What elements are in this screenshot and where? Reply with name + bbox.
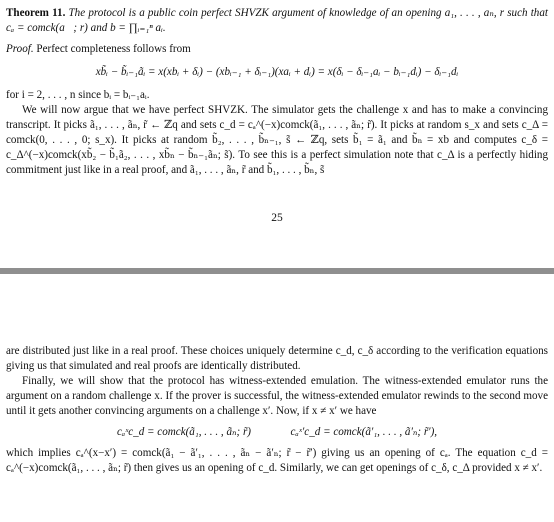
after-equation-text: for i = 2, . . . , n since bᵢ = bᵢ₋₁aᵢ.: [6, 89, 150, 101]
page-number: 25: [271, 212, 283, 224]
top-page-content: [6, 6, 548, 178]
theorem-label: Theorem 11.: [6, 7, 66, 19]
proof-intro: [6, 42, 548, 57]
theorem-text: The protocol is a public coin perfect SHVZK argument of knowledge of an opening a₁, . . . , aₙ, r such that cₐ = comck(a⃗; r) and b = ∏ᵢ₌₁ⁿ aᵢ.: [6, 7, 548, 34]
emulation-paragraph: Finally, we will show that the protocol has witness-extended emulation. The witness-extended emulator runs the argument on a random challenge x. If the prover is successful, the witness-extended emulator rewinds to the second move until it gets another convincing arguments on a challenge x′. Now, if x ≠ x′ we have: [6, 375, 548, 417]
completeness-equation: xb̃ᵢ − b̃ᵢ₋₁ãᵢ = x(xbᵢ + δᵢ) − (xbᵢ₋₁ + δᵢ₋₁)(xaᵢ + dᵢ) = x(δᵢ − δᵢ₋₁aᵢ − bᵢ₋₁dᵢ) − δᵢ₋₁dᵢ: [95, 66, 459, 78]
equation-right: cₐˣ′c_d = comck(ã′₁, . . . , ã′ₙ; r̃′),: [290, 426, 438, 438]
shvzk-paragraph: We will now argue that we have perfect SHVZK. The simulator gets the challenge x and has to make a convincing transcript. It picks ã₁, . . . , ãₙ, r̃ ← ℤq and sets c_d = cₐ^(−x)comck(ã₁, . . . , ãₙ; r̃). It picks at random s_x and sets c_Δ = comck(0, . . . , 0; s_x). It picks at random b̃₂, . . . , b̃ₙ₋₁, s̃ ← ℤq, sets b̃₁ = ã₁ and b̃ₙ = xb and computes c_δ = c_Δ^(−x)comck(xb̃₂ − b̃₁ã₂, . . . , xb̃ₙ − b̃ₙ₋₁ãₙ; s̃). To see this is a perfect simulation note that c_Δ is a perfectly hiding commitment just like in a real proof, and ã₁, . . . , ãₙ, r̃ and b̃₁, . . . , b̃ₙ, s̃: [6, 104, 548, 176]
page-gap: [0, 274, 554, 344]
bottom-page-content: [6, 344, 548, 476]
proof-text: Perfect completeness follows from: [36, 43, 191, 55]
proof-label: Proof.: [6, 43, 34, 55]
opening-paragraph: which implies cₐ^(x−x′) = comck(ã₁ − ã′₁, . . . , ãₙ − ã′ₙ; r̃ − r̃′) giving us an opening of cₐ. The equation c_d = cₐ^(−x)comck(ã₁, . . . , ãₙ; r̃) then gives us an opening of c_d. Similarly, we can get openings of c_δ, c_Δ provided x ≠ x′.: [6, 447, 548, 474]
rewind-equations: [6, 425, 548, 440]
theorem-statement: [6, 6, 548, 36]
bottom-page: [0, 344, 554, 522]
equation-left: cₐˣc_d = comck(ã₁, . . . , ãₙ; r̃): [116, 426, 251, 438]
distribution-paragraph: are distributed just like in a real proof. These choices uniquely determine c_d, c_δ according to the verification equations giving us that simulated and real proofs are identically distributed.: [6, 345, 548, 372]
